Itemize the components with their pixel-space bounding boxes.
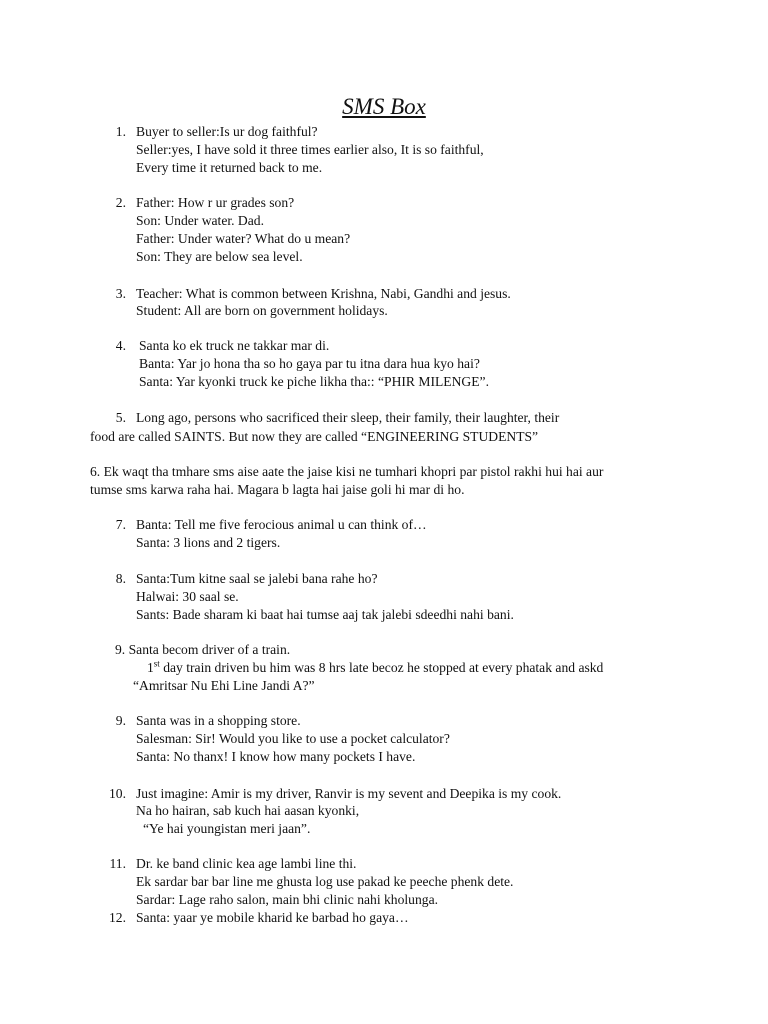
item-line: Santa ko ek truck ne takkar mar di. bbox=[139, 338, 330, 353]
item-line: Banta: Tell me five ferocious animal u can think of… bbox=[136, 517, 427, 532]
item-line: Sardar: Lage raho salon, main bhi clinic nahi kholunga. bbox=[136, 892, 438, 907]
item-line: Father: How r ur grades son? bbox=[136, 195, 295, 210]
item-line: 6. Ek waqt tha tmhare sms aise aate the jaise kisi ne tumhari khopri par pistol rakhi hui hai aur bbox=[90, 464, 604, 479]
item-line: 1st day train driven bu him was 8 hrs late becoz he stopped at every phatak and askd bbox=[147, 658, 604, 675]
item-number: 4. bbox=[115, 338, 126, 353]
item-line: Seller:yes, I have sold it three times earlier also, It is so faithful, bbox=[136, 142, 484, 157]
item-line: Na ho hairan, sab kuch hai aasan kyonki, bbox=[136, 803, 360, 818]
item-number: 7. bbox=[115, 517, 126, 532]
item-number: 11. bbox=[109, 856, 126, 871]
item-line: food are called SAINTS. But now they are called “ENGINEERING STUDENTS” bbox=[90, 429, 539, 444]
item-line: Salesman: Sir! Would you like to use a pocket calculator? bbox=[136, 731, 450, 746]
item-line: Father: Under water? What do u mean? bbox=[136, 231, 351, 246]
item-line: Son: They are below sea level. bbox=[136, 249, 303, 264]
item-number: 8. bbox=[115, 571, 126, 586]
item-line: Santa: Yar kyonki truck ke piche likha tha:: “PHIR MILENGE”. bbox=[139, 374, 489, 389]
item-line: Halwai: 30 saal se. bbox=[136, 589, 239, 604]
item-line: Ek sardar bar bar line me ghusta log use pakad ke peeche phenk dete. bbox=[136, 874, 514, 889]
page-title: SMS Box bbox=[342, 94, 426, 119]
item-line: Buyer to seller:Is ur dog faithful? bbox=[136, 124, 318, 139]
item-line: Every time it returned back to me. bbox=[136, 160, 323, 175]
item-line: Santa was in a shopping store. bbox=[136, 713, 301, 728]
item-line: tumse sms karwa raha hai. Magara b lagta hai jaise goli hi mar di ho. bbox=[90, 482, 465, 497]
item-line: Banta: Yar jo hona tha so ho gaya par tu itna dara hua kyo hai? bbox=[139, 356, 480, 371]
item-number: 5. bbox=[115, 410, 126, 425]
item-line: Santa: No thanx! I know how many pockets I have. bbox=[136, 749, 416, 764]
item-line: 9. Santa becom driver of a train. bbox=[115, 642, 291, 657]
item-number: 12. bbox=[109, 910, 126, 925]
item-line: Sants: Bade sharam ki baat hai tumse aaj tak jalebi sdeedhi nahi bani. bbox=[136, 607, 514, 622]
item-line: Son: Under water. Dad. bbox=[136, 213, 264, 228]
item-line: Long ago, persons who sacrificed their sleep, their family, their laughter, their bbox=[136, 410, 560, 425]
item-number: 10. bbox=[109, 786, 126, 801]
item-line: Student: All are born on government holidays. bbox=[136, 303, 388, 318]
item-line: “Ye hai youngistan meri jaan”. bbox=[143, 821, 311, 836]
item-number: 2. bbox=[115, 195, 126, 210]
item-number: 1. bbox=[115, 124, 126, 139]
item-line: Teacher: What is common between Krishna, Nabi, Gandhi and jesus. bbox=[136, 286, 511, 301]
item-line: Just imagine: Amir is my driver, Ranvir is my sevent and Deepika is my cook. bbox=[136, 786, 562, 801]
item-line: Santa:Tum kitne saal se jalebi bana rahe ho? bbox=[136, 571, 378, 586]
item-line: Santa: 3 lions and 2 tigers. bbox=[136, 535, 281, 550]
item-line: “Amritsar Nu Ehi Line Jandi A?” bbox=[133, 678, 315, 693]
item-number: 3. bbox=[115, 286, 126, 301]
item-line: Santa: yaar ye mobile kharid ke barbad ho gaya… bbox=[136, 910, 409, 925]
item-line: Dr. ke band clinic kea age lambi line thi. bbox=[136, 856, 357, 871]
item-number: 9. bbox=[115, 713, 126, 728]
